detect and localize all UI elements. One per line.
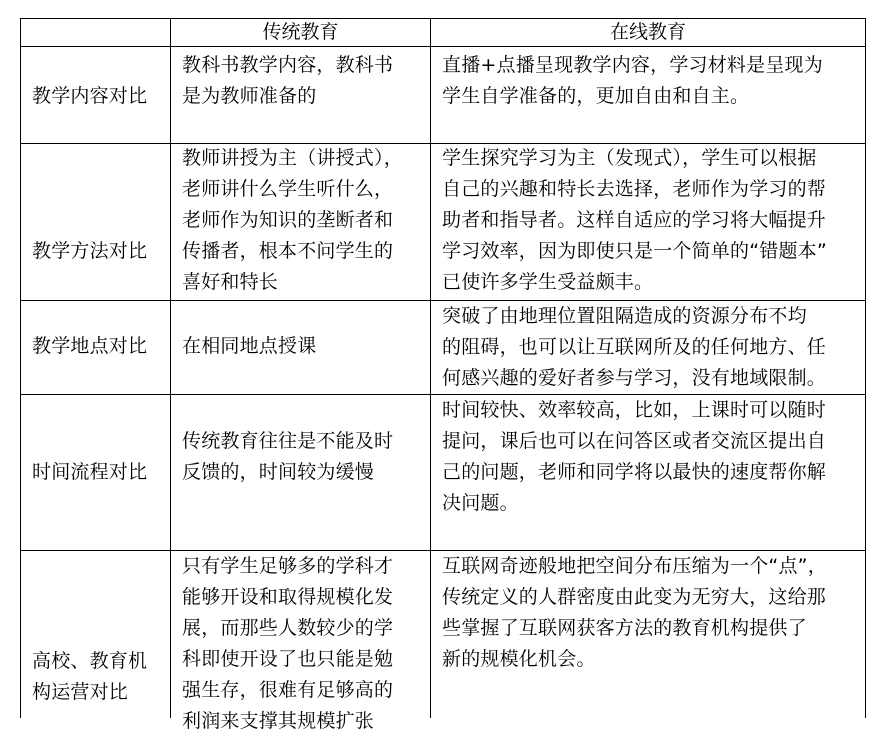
row-2-online: 学生探究学习为主（发现式），学生可以根据 自己的兴趣和特长去选择，老师作为学习的帮 助者和指导者。这样自适应的学习将大幅提升 学习效率，因为即使只是一个简单的“错题本” 已使许多学生受益颇丰。 — [442, 147, 827, 293]
header-traditional: 传统教育 — [262, 21, 339, 43]
row-3-online: 突破了由地理位置阻隔造成的资源分布不均 的阻碍，也可以让互联网所及的任何地方、任 何感兴趣的爱好者参与学习，没有地域限制。 — [442, 305, 827, 389]
row-5-online: 互联网奇迹般地把空间分布压缩为一个“点”， 传统定义的人群密度由此变为无穷大，这给那 些掌握了互联网获客方法的教育机构提供了 新的规模化机会。 — [442, 555, 827, 670]
column-divider-2 — [430, 18, 431, 718]
row-5-traditional: 只有学生足够多的学科才 能够开设和取得规模化发 展，而那些人数较少的学 科即使开设了也只能是勉 强生存，很难有足够高的 利润来支撑其规模扩张 — [182, 555, 394, 732]
row-1-category: 教学内容对比 — [32, 85, 148, 107]
table-border-right — [865, 18, 866, 718]
row-3-traditional: 在相同地点授课 — [182, 335, 317, 357]
table-border-left — [20, 18, 21, 718]
header-divider — [20, 46, 866, 47]
row-4-traditional: 传统教育往往是不能及时 反馈的，时间较为缓慢 — [182, 430, 394, 483]
column-divider-1 — [170, 18, 171, 718]
row-4-online: 时间较快、效率较高，比如，上课时可以随时 提问，课后也可以在问答区或者交流区提出自 己的问题，老师和同学将以最快的速度帮你解 决问题。 — [442, 399, 827, 514]
header-online: 在线教育 — [609, 21, 686, 43]
row-1-online: 直播+点播呈现教学内容，学习材料是呈现为 学生自学准备的，更加自由和自主。 — [442, 54, 823, 107]
row-2-category: 教学方法对比 — [32, 240, 148, 262]
row-1-traditional: 教科书教学内容，教科书 是为教师准备的 — [182, 54, 394, 107]
row-3-category: 教学地点对比 — [32, 335, 148, 357]
row-2-traditional: 教师讲授为主（讲授式）， 老师讲什么学生听什么， 老师作为知识的垄断者和 传播者，根本不问学生的 喜好和特长 — [182, 147, 403, 293]
row-4-category: 时间流程对比 — [32, 461, 148, 483]
row-5-category: 高校、教育机 构运营对比 — [32, 650, 148, 703]
